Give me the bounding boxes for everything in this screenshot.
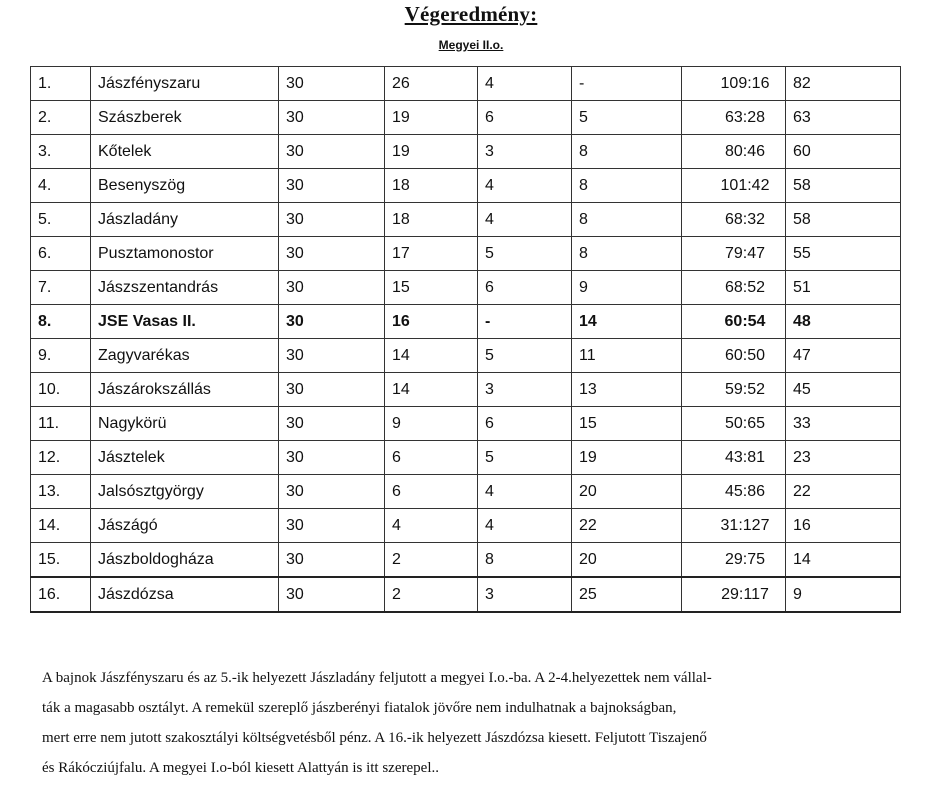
team-name-cell: Jászfényszaru: [91, 67, 279, 101]
table-row: [31, 339, 901, 373]
table-row: [31, 475, 901, 509]
points-cell: 51: [786, 271, 901, 305]
won-cell: 16: [385, 305, 478, 339]
notes-paragraph: [42, 663, 902, 783]
lost-cell: 8: [572, 203, 682, 237]
table-row: [31, 101, 901, 135]
table-row: [31, 203, 901, 237]
table-row: [31, 67, 901, 101]
lost-cell: 15: [572, 407, 682, 441]
won-cell: 14: [385, 339, 478, 373]
played-cell: 30: [279, 101, 385, 135]
won-cell: 15: [385, 271, 478, 305]
standings-body: [31, 67, 901, 613]
won-cell: 6: [385, 441, 478, 475]
drawn-cell: 5: [478, 237, 572, 271]
page-subtitle: Megyei II.o.: [438, 38, 504, 52]
lost-cell: 19: [572, 441, 682, 475]
team-name-cell: Jalsósztgyörgy: [91, 475, 279, 509]
drawn-cell: 4: [478, 509, 572, 543]
won-cell: 18: [385, 203, 478, 237]
lost-cell: 20: [572, 475, 682, 509]
points-cell: 33: [786, 407, 901, 441]
points-cell: 82: [786, 67, 901, 101]
position-cell: 15.: [31, 543, 91, 578]
lost-cell: 9: [572, 271, 682, 305]
position-cell: 7.: [31, 271, 91, 305]
table-row: [31, 577, 901, 612]
table-row: [31, 543, 901, 578]
drawn-cell: 3: [478, 373, 572, 407]
points-cell: 47: [786, 339, 901, 373]
played-cell: 30: [279, 305, 385, 339]
played-cell: 30: [279, 67, 385, 101]
table-row: [31, 407, 901, 441]
table-row: [31, 441, 901, 475]
notes-line: mert erre nem jutott szakosztályi költségvetésből pénz. A 16.-ik helyezett Jászdózsa kiesett. Feljutott Tiszajenő: [42, 730, 707, 746]
won-cell: 2: [385, 543, 478, 578]
won-cell: 19: [385, 101, 478, 135]
played-cell: 30: [279, 135, 385, 169]
drawn-cell: 4: [478, 67, 572, 101]
team-name-cell: Szászberek: [91, 101, 279, 135]
drawn-cell: 6: [478, 407, 572, 441]
position-cell: 6.: [31, 237, 91, 271]
position-cell: 4.: [31, 169, 91, 203]
lost-cell: 20: [572, 543, 682, 578]
drawn-cell: 6: [478, 101, 572, 135]
played-cell: 30: [279, 577, 385, 612]
notes-line: és Rákócziújfalu. A megyei I.o-ból kiesett Alattyán is itt szerepel..: [42, 760, 439, 776]
lost-cell: 11: [572, 339, 682, 373]
goals-cell: 45:86: [682, 475, 786, 509]
lost-cell: 8: [572, 135, 682, 169]
goals-cell: 80:46: [682, 135, 786, 169]
team-name-cell: Pusztamonostor: [91, 237, 279, 271]
played-cell: 30: [279, 339, 385, 373]
position-cell: 5.: [31, 203, 91, 237]
goals-cell: 60:54: [682, 305, 786, 339]
points-cell: 23: [786, 441, 901, 475]
lost-cell: -: [572, 67, 682, 101]
goals-cell: 59:52: [682, 373, 786, 407]
played-cell: 30: [279, 441, 385, 475]
drawn-cell: 3: [478, 135, 572, 169]
table-row: [31, 271, 901, 305]
played-cell: 30: [279, 475, 385, 509]
goals-cell: 60:50: [682, 339, 786, 373]
notes-line: ták a magasabb osztályt. A remekül szereplő jászberényi fiatalok jövőre nem indulhatnak a bajnokságban,: [42, 700, 677, 716]
lost-cell: 8: [572, 169, 682, 203]
lost-cell: 14: [572, 305, 682, 339]
table-row: [31, 237, 901, 271]
drawn-cell: 5: [478, 441, 572, 475]
page-title: Végeredmény:: [404, 2, 538, 26]
won-cell: 14: [385, 373, 478, 407]
team-name-cell: Jászágó: [91, 509, 279, 543]
table-row: [31, 373, 901, 407]
played-cell: 30: [279, 203, 385, 237]
drawn-cell: 8: [478, 543, 572, 578]
position-cell: 13.: [31, 475, 91, 509]
table-row: [31, 509, 901, 543]
notes-line: A bajnok Jászfényszaru és az 5.-ik helyezett Jászladány feljutott a megyei I.o.-ba. A 2-4.helyezettek nem vállal-: [42, 670, 712, 686]
lost-cell: 8: [572, 237, 682, 271]
points-cell: 63: [786, 101, 901, 135]
position-cell: 1.: [31, 67, 91, 101]
played-cell: 30: [279, 407, 385, 441]
goals-cell: 109:16: [682, 67, 786, 101]
drawn-cell: 6: [478, 271, 572, 305]
position-cell: 14.: [31, 509, 91, 543]
goals-cell: 68:32: [682, 203, 786, 237]
drawn-cell: 4: [478, 203, 572, 237]
position-cell: 2.: [31, 101, 91, 135]
points-cell: 14: [786, 543, 901, 578]
drawn-cell: 4: [478, 169, 572, 203]
team-name-cell: Jászdózsa: [91, 577, 279, 612]
points-cell: 55: [786, 237, 901, 271]
team-name-cell: Kőtelek: [91, 135, 279, 169]
played-cell: 30: [279, 271, 385, 305]
team-name-cell: Jászárokszállás: [91, 373, 279, 407]
position-cell: 16.: [31, 577, 91, 612]
team-name-cell: Nagykörü: [91, 407, 279, 441]
position-cell: 9.: [31, 339, 91, 373]
drawn-cell: 4: [478, 475, 572, 509]
position-cell: 3.: [31, 135, 91, 169]
position-cell: 12.: [31, 441, 91, 475]
played-cell: 30: [279, 169, 385, 203]
points-cell: 45: [786, 373, 901, 407]
team-name-cell: Besenyszög: [91, 169, 279, 203]
position-cell: 8.: [31, 305, 91, 339]
goals-cell: 31:127: [682, 509, 786, 543]
points-cell: 22: [786, 475, 901, 509]
won-cell: 2: [385, 577, 478, 612]
won-cell: 9: [385, 407, 478, 441]
played-cell: 30: [279, 373, 385, 407]
won-cell: 18: [385, 169, 478, 203]
team-name-cell: Jászladány: [91, 203, 279, 237]
won-cell: 6: [385, 475, 478, 509]
drawn-cell: -: [478, 305, 572, 339]
team-name-cell: Jászszentandrás: [91, 271, 279, 305]
goals-cell: 29:117: [682, 577, 786, 612]
points-cell: 9: [786, 577, 901, 612]
table-row: [31, 305, 901, 339]
lost-cell: 22: [572, 509, 682, 543]
played-cell: 30: [279, 543, 385, 578]
goals-cell: 29:75: [682, 543, 786, 578]
won-cell: 26: [385, 67, 478, 101]
team-name-cell: Jásztelek: [91, 441, 279, 475]
won-cell: 4: [385, 509, 478, 543]
played-cell: 30: [279, 237, 385, 271]
points-cell: 60: [786, 135, 901, 169]
goals-cell: 68:52: [682, 271, 786, 305]
team-name-cell: Zagyvarékas: [91, 339, 279, 373]
points-cell: 58: [786, 203, 901, 237]
position-cell: 11.: [31, 407, 91, 441]
goals-cell: 50:65: [682, 407, 786, 441]
won-cell: 19: [385, 135, 478, 169]
played-cell: 30: [279, 509, 385, 543]
team-name-cell: JSE Vasas II.: [91, 305, 279, 339]
position-cell: 10.: [31, 373, 91, 407]
lost-cell: 5: [572, 101, 682, 135]
drawn-cell: 5: [478, 339, 572, 373]
goals-cell: 79:47: [682, 237, 786, 271]
table-row: [31, 135, 901, 169]
points-cell: 58: [786, 169, 901, 203]
lost-cell: 13: [572, 373, 682, 407]
points-cell: 16: [786, 509, 901, 543]
standings-table: [30, 66, 901, 613]
goals-cell: 43:81: [682, 441, 786, 475]
table-row: [31, 169, 901, 203]
goals-cell: 63:28: [682, 101, 786, 135]
team-name-cell: Jászboldogháza: [91, 543, 279, 578]
drawn-cell: 3: [478, 577, 572, 612]
goals-cell: 101:42: [682, 169, 786, 203]
won-cell: 17: [385, 237, 478, 271]
lost-cell: 25: [572, 577, 682, 612]
points-cell: 48: [786, 305, 901, 339]
